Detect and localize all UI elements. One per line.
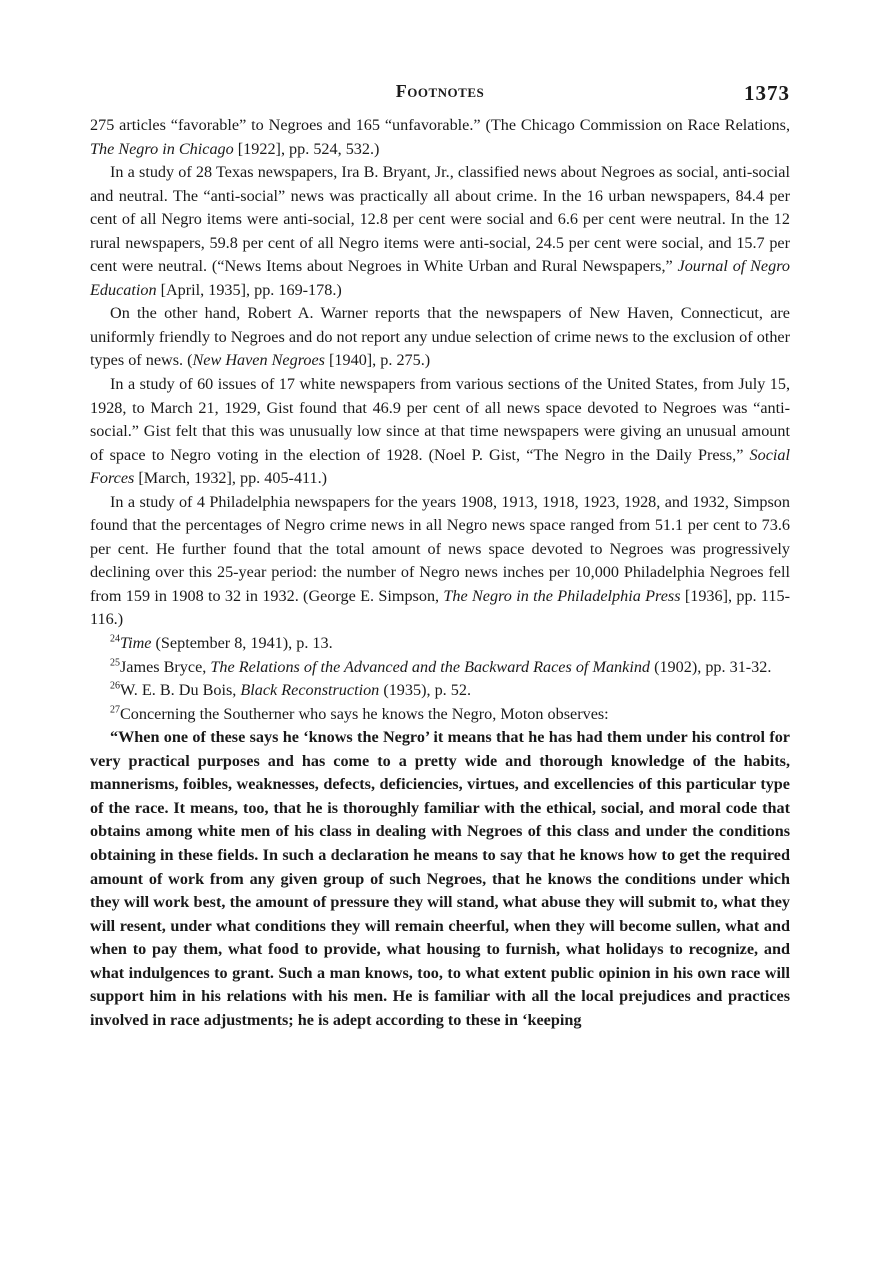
footnote-marker: 27 bbox=[110, 704, 120, 716]
page-number: 1373 bbox=[744, 81, 790, 105]
text-run: On the other hand, Robert A. Warner reports that the newspapers of New Haven, Connecticut, are uniformly friendly to Negroes and do not report any undue selection of crime news to the exclusion of other types of news. ( bbox=[90, 304, 790, 370]
italic-title: New Haven Negroes bbox=[192, 351, 325, 370]
text-run: (1935), p. 52. bbox=[379, 681, 471, 700]
italic-title: The Relations of the Advanced and the Backward Races of Mankind bbox=[210, 657, 651, 676]
footnote-marker: 24 bbox=[110, 633, 120, 645]
italic-title: Journal of Negro Education bbox=[90, 257, 790, 299]
footnote-26 bbox=[90, 679, 790, 703]
text-run: [1936], pp. 115-116.) bbox=[90, 586, 790, 629]
footnote-24 bbox=[90, 632, 790, 656]
paragraph-warner-report bbox=[90, 302, 790, 373]
running-head: Footnotes bbox=[395, 81, 485, 101]
text-run: James Bryce, bbox=[120, 657, 211, 676]
italic-title: Time bbox=[120, 634, 152, 653]
footnote-text bbox=[120, 681, 471, 699]
text-run: [1940], p. 275.) bbox=[324, 351, 431, 370]
text-run: [March, 1932], pp. 405-411.) bbox=[134, 469, 328, 488]
book-page bbox=[90, 80, 790, 1032]
paragraph-continued bbox=[90, 114, 790, 161]
footnote-text bbox=[120, 634, 333, 652]
text-run: In a study of 28 Texas newspapers, Ira B. Bryant, Jr., classified news about Negroes as social, anti-social and neutral. The “anti-social” news was practically all about crime. In the 16 urban newspapers, 84.4 per cent of all Negro items were anti-social, 12.8 per cent were social and 6.6 per cent were neutral. In the 12 rural newspapers, 59.8 per cent of all Negro items were anti-social, 24.5 per cent were social, and 15.7 per cent were neutral. (“News Items about Negroes in White Urban and Rural Newspapers,” bbox=[90, 163, 790, 276]
paragraph-simpson-study bbox=[90, 491, 790, 632]
paragraph-gist-study bbox=[90, 373, 790, 491]
italic-title: The Negro in Chicago bbox=[90, 139, 234, 158]
text-run: 275 articles “favorable” to Negroes and 165 “unfavorable.” (The Chicago Commission on Race Relations, bbox=[90, 116, 790, 134]
footnote-marker: 26 bbox=[110, 680, 120, 692]
moton-quotation: “When one of these says he ‘knows the Negro’ it means that he has had them under his control for very practical purposes and has come to a pretty wide and thorough knowledge of the habits, mannerisms, foibles, weaknesses, defects, deficiencies, virtues, and excellencies of this particular type of the race. It means, too, that he is thoroughly familiar with the ethical, social, and moral code that obtains among white men of his class in dealing with Negroes of this class and under the conditions obtaining in these fields. In such a declaration he means to say that he knows how to get the required amount of work from any given group of such Negroes, that he knows the conditions under which they will work best, the amount of pressure they will stand, what abuse they will submit to, what they will resent, under what conditions they will remain cheerful, when they will become sullen, what and when to pay them, what food to provide, what housing to furnish, what holidays to recognize, and what indulgences to grant. Such a man knows, too, to what extent public opinion in his own race will support him in his relations with his men. He is familiar with all the local prejudices and practices involved in race adjustments; he is adept according to these in ‘keeping bbox=[90, 728, 790, 1029]
paragraph-bryant-study bbox=[90, 161, 790, 302]
italic-title: Social Forces bbox=[90, 445, 790, 488]
footnote-text bbox=[120, 658, 771, 676]
footnote-25 bbox=[90, 656, 790, 680]
page-header bbox=[90, 80, 790, 114]
text-run: [April, 1935], pp. 169-178.) bbox=[156, 280, 342, 299]
text-run: (September 8, 1941), p. 13. bbox=[151, 634, 333, 653]
footnote-marker: 25 bbox=[110, 657, 120, 669]
text-run: Concerning the Southerner who says he knows the Negro, Moton observes: bbox=[120, 704, 609, 723]
footnote-text bbox=[120, 705, 609, 723]
text-run: [1922], pp. 524, 532.) bbox=[233, 139, 380, 158]
italic-title: Black Reconstruction bbox=[240, 681, 380, 700]
text-run: In a study of 60 issues of 17 white newspapers from various sections of the United States, from July 15, 1928, to March 21, 1929, Gist found that 46.9 per cent of all news space devoted to Negroes was “anti-social.” Gist felt that this was unusually low since at that time newspapers were giving an unusual amount of space to Negro voting in the election of 1928. (Noel P. Gist, “The Negro in the Daily Press,” bbox=[90, 375, 790, 464]
footnote-27 bbox=[90, 703, 790, 727]
italic-title: The Negro in the Philadelphia Press bbox=[443, 586, 681, 605]
text-run: (1902), pp. 31-32. bbox=[650, 657, 772, 676]
text-run: In a study of 4 Philadelphia newspapers for the years 1908, 1913, 1918, 1923, 1928, and 1932, Simpson found that the percentages of Negro crime news in all Negro news space ranged from 51.1 per cent to 73.6 per cent. He further found that the total amount of news space devoted to Negroes was progressively declining over this 25-year period: the number of Negro news inches per 10,000 Philadelphia Negroes fell from 159 in 1908 to 32 in 1932. (George E. Simpson, bbox=[90, 492, 790, 605]
text-run: W. E. B. Du Bois, bbox=[120, 681, 241, 700]
